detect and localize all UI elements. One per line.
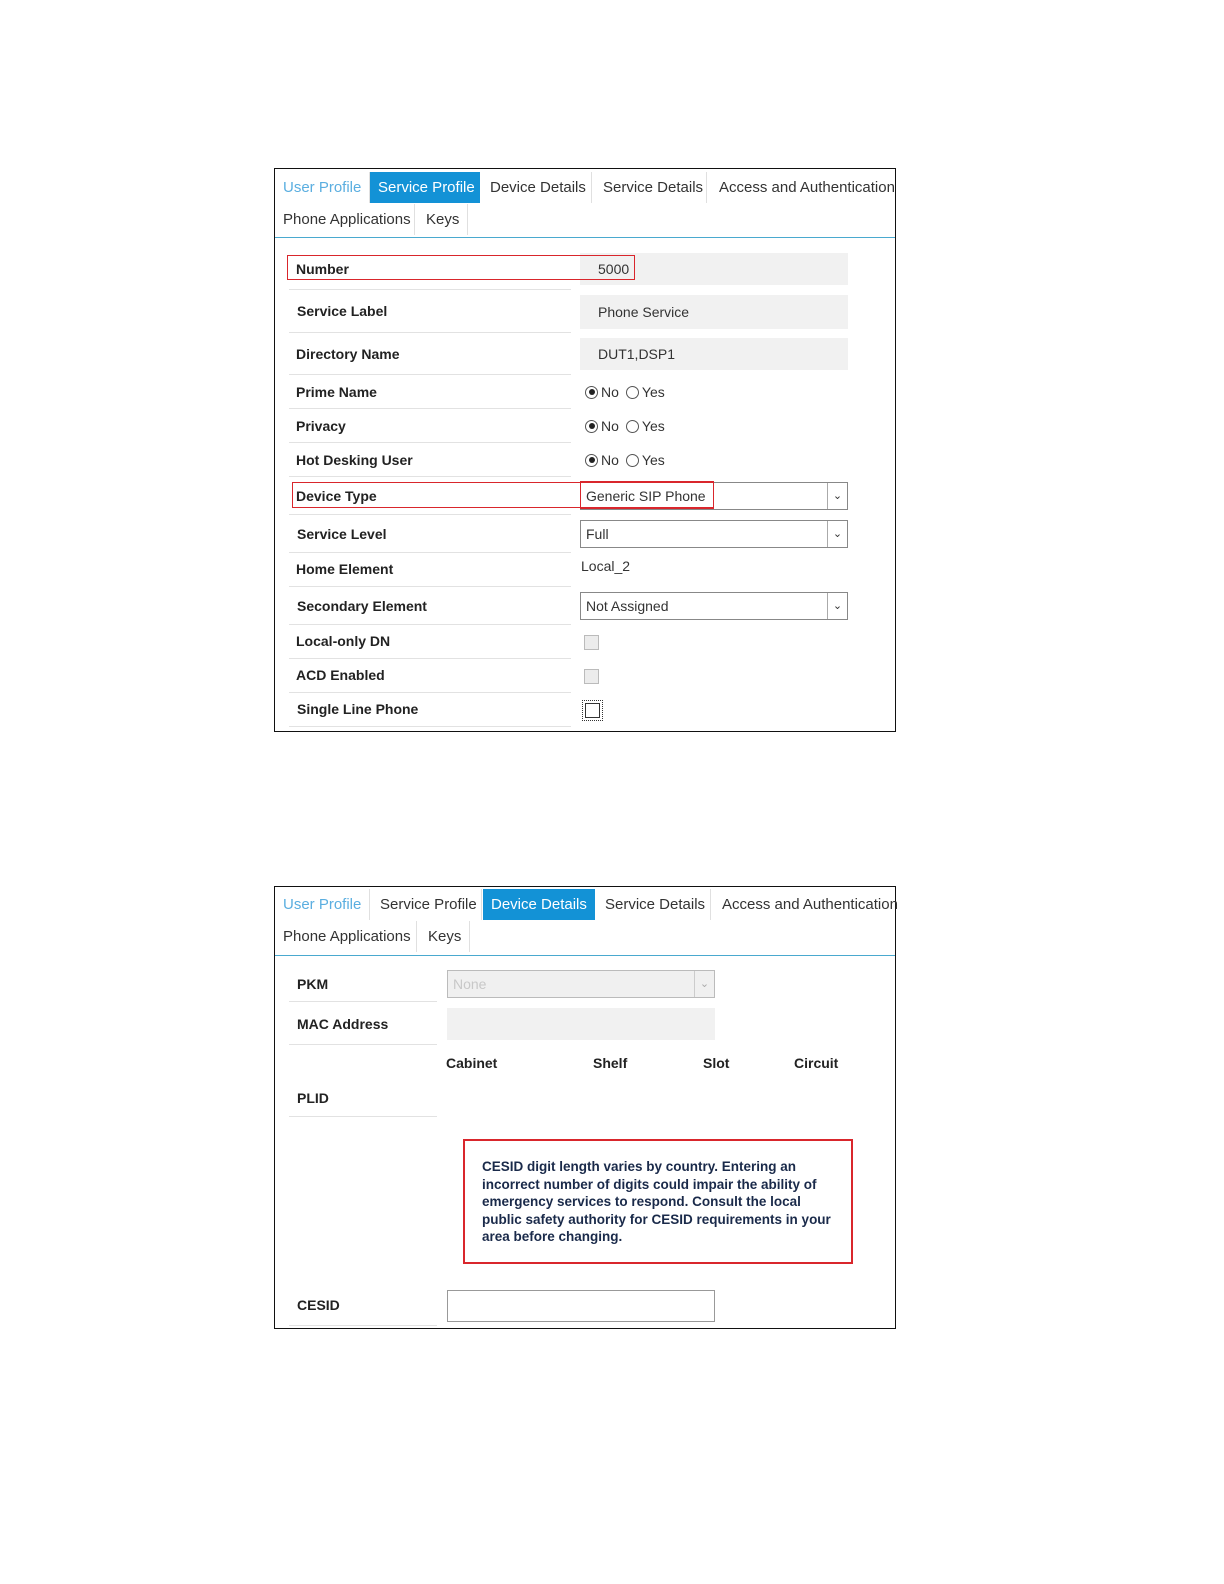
hot-desking-yes-radio[interactable]	[626, 454, 639, 467]
tab-phone-applications[interactable]: Phone Applications	[275, 921, 417, 952]
service-label-field[interactable]	[580, 295, 848, 329]
single-line-phone-label: Single Line Phone	[297, 701, 419, 717]
prime-name-radio-group	[585, 384, 665, 400]
divider	[289, 408, 571, 409]
acd-enabled-checkbox[interactable]	[584, 669, 599, 684]
device-type-label: Device Type	[296, 488, 377, 504]
divider	[289, 374, 571, 375]
divider	[289, 289, 571, 290]
device-type-value: Generic SIP Phone	[586, 488, 706, 504]
prime-name-no-radio[interactable]	[585, 386, 598, 399]
tab-bar	[275, 169, 895, 238]
tab-device-details[interactable]: Device Details	[483, 889, 595, 920]
plid-column-slot: Slot	[703, 1055, 730, 1071]
local-only-dn-checkbox[interactable]	[584, 635, 599, 650]
divider	[289, 476, 571, 477]
privacy-yes-label: Yes	[641, 418, 665, 434]
service-profile-panel	[274, 168, 896, 732]
mac-address-field[interactable]	[447, 1008, 715, 1040]
service-label-value: Phone Service	[598, 304, 690, 320]
chevron-down-icon: ⌄	[827, 483, 847, 509]
tab-device-details[interactable]: Device Details	[482, 172, 592, 203]
plid-column-circuit: Circuit	[794, 1055, 839, 1071]
secondary-element-value: Not Assigned	[586, 598, 669, 614]
mac-address-label: MAC Address	[297, 1016, 389, 1032]
tab-service-details[interactable]: Service Details	[597, 889, 711, 920]
plid-column-shelf: Shelf	[593, 1055, 628, 1071]
plid-label: PLID	[297, 1090, 329, 1106]
tab-bar	[275, 887, 898, 956]
prime-name-label: Prime Name	[296, 384, 377, 400]
divider	[289, 514, 571, 515]
hot-desking-no-label: No	[601, 452, 619, 468]
device-details-panel	[274, 886, 896, 1329]
divider	[289, 332, 571, 333]
chevron-down-icon: ⌄	[694, 971, 714, 997]
chevron-down-icon: ⌄	[827, 593, 847, 619]
divider	[289, 1044, 437, 1045]
acd-enabled-label: ACD Enabled	[296, 667, 385, 683]
secondary-element-label: Secondary Element	[297, 598, 427, 614]
hot-desking-yes-label: Yes	[641, 452, 665, 468]
divider	[289, 552, 571, 553]
privacy-radio-group	[585, 418, 665, 434]
tab-keys[interactable]: Keys	[418, 204, 468, 235]
cesid-input[interactable]	[447, 1290, 715, 1322]
tab-access-authentication[interactable]: Access and Authentication	[719, 179, 895, 196]
home-element-label: Home Element	[296, 561, 394, 577]
prime-name-yes-label: Yes	[641, 384, 665, 400]
single-line-phone-checkbox[interactable]	[585, 703, 600, 718]
divider	[289, 726, 571, 727]
privacy-yes-radio[interactable]	[626, 420, 639, 433]
divider	[289, 624, 571, 625]
service-level-value: Full	[586, 526, 609, 542]
cesid-label: CESID	[297, 1297, 340, 1313]
chevron-down-icon: ⌄	[827, 521, 847, 547]
privacy-no-radio[interactable]	[585, 420, 598, 433]
divider	[289, 586, 571, 587]
tab-service-profile[interactable]: Service Profile	[372, 889, 482, 920]
service-level-label: Service Level	[297, 526, 387, 542]
divider	[289, 1325, 437, 1326]
tab-service-profile[interactable]: Service Profile	[370, 172, 480, 203]
cesid-warning: CESID digit length varies by country. Entering an incorrect number of digits could impair the ability of emergency services to respond. Consult the local public safety authority for CESID requirements in your area before changing.	[463, 1139, 853, 1264]
divider	[289, 1116, 437, 1117]
directory-name-label: Directory Name	[296, 346, 400, 362]
divider	[289, 442, 571, 443]
tab-phone-applications[interactable]: Phone Applications	[275, 204, 415, 235]
directory-name-field[interactable]	[580, 338, 848, 370]
tab-user-profile[interactable]: User Profile	[275, 172, 370, 203]
tab-access-authentication[interactable]: Access and Authentication	[722, 896, 898, 913]
prime-name-yes-radio[interactable]	[626, 386, 639, 399]
hot-desking-no-radio[interactable]	[585, 454, 598, 467]
plid-column-cabinet: Cabinet	[446, 1055, 498, 1071]
divider	[289, 658, 571, 659]
number-label: Number	[296, 261, 349, 277]
privacy-label: Privacy	[296, 418, 346, 434]
pkm-value: None	[453, 976, 487, 992]
tab-user-profile[interactable]: User Profile	[275, 889, 370, 920]
tab-service-details[interactable]: Service Details	[595, 172, 707, 203]
local-only-dn-label: Local-only DN	[296, 633, 391, 649]
divider	[289, 1001, 437, 1002]
divider	[289, 692, 571, 693]
hot-desking-label: Hot Desking User	[296, 452, 413, 468]
secondary-element-select[interactable]	[580, 592, 848, 620]
prime-name-no-label: No	[601, 384, 619, 400]
pkm-label: PKM	[297, 976, 329, 992]
number-value: 5000	[598, 261, 630, 277]
privacy-no-label: No	[601, 418, 619, 434]
home-element-value: Local_2	[581, 558, 631, 574]
device-type-highlight-value	[580, 481, 714, 509]
tab-keys[interactable]: Keys	[420, 921, 470, 952]
directory-name-value: DUT1,DSP1	[598, 346, 676, 362]
service-label-label: Service Label	[297, 303, 388, 319]
service-level-select[interactable]	[580, 520, 848, 548]
pkm-select[interactable]	[447, 970, 715, 998]
hot-desking-radio-group	[585, 452, 665, 468]
